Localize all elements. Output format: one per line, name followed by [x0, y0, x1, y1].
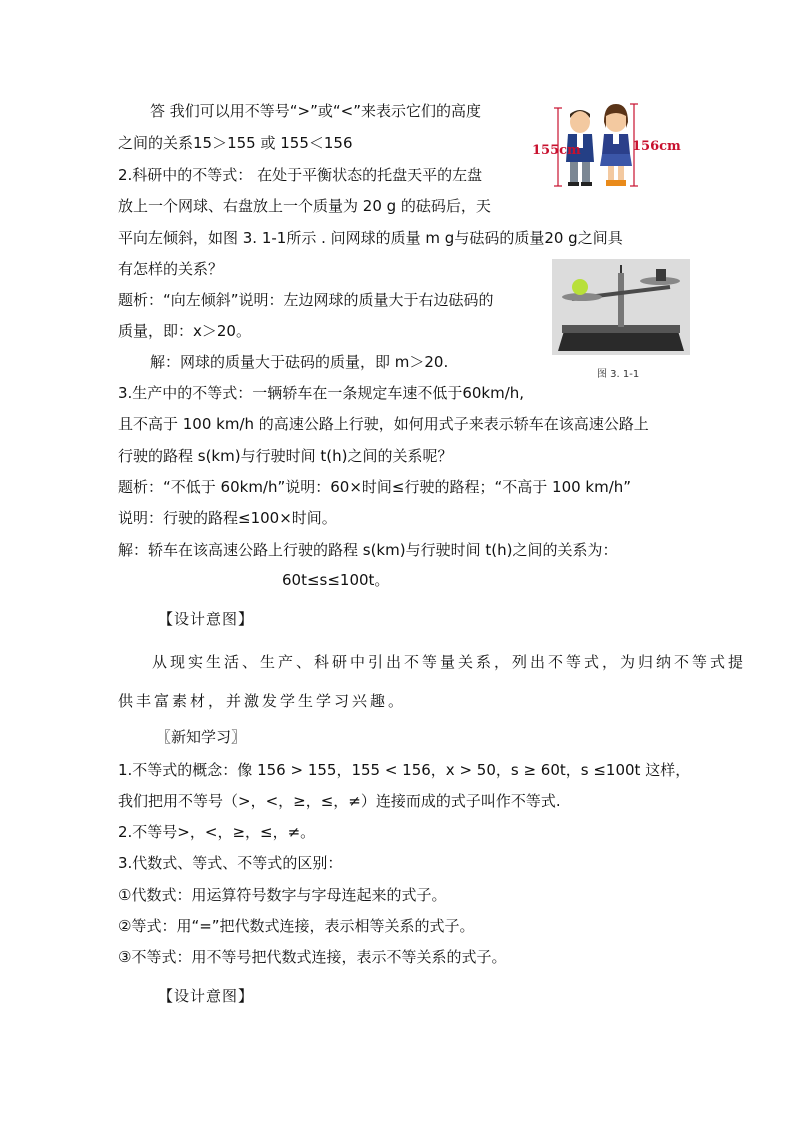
section-heading: 【设计意图】	[158, 987, 255, 1005]
text-line: 说明：行驶的路程≤100×时间。	[118, 509, 337, 527]
text-line: 答 我们可以用不等号“>”或“<”来表示它们的高度	[150, 102, 481, 120]
text-line: 平向左倾斜，如图 3. 1-1所示 . 问网球的质量 m g与砝码的质量20 g之间具	[118, 229, 623, 247]
text-line: 供丰富素材，并激发学生学习兴趣。	[118, 692, 407, 710]
children-illustration	[530, 100, 690, 192]
text-line: 1.不等式的概念：像 156 > 155，155 < 156，x > 50，s ≥ 60t，s ≤100t 这样，	[118, 761, 691, 779]
weight-icon	[656, 269, 666, 281]
children-height-figure	[530, 100, 690, 192]
balance-scale-illustration	[552, 259, 690, 355]
text-line: 有怎样的关系？	[118, 260, 224, 278]
tennis-ball-icon	[572, 279, 588, 295]
text-line: 行驶的路程 s(km)与行驶时间 t(h)之间的关系呢？	[118, 447, 453, 465]
text-line: ③不等式：用不等号把代数式连接，表示不等关系的式子。	[118, 948, 507, 966]
text-line: 题析：“不低于 60km/h”说明：60×时间≤行驶的路程；“不高于 100 km/h”	[118, 478, 632, 496]
girl-icon	[600, 104, 632, 186]
height-label-boy: 155cm	[532, 143, 581, 158]
text-line: ①代数式：用运算符号数字与字母连起来的式子。	[118, 886, 447, 904]
text-line: 解：轿车在该高速公路上行驶的路程 s(km)与行驶时间 t(h)之间的关系为：	[118, 541, 618, 559]
figure-caption: 图 3. 1-1	[597, 369, 640, 380]
formula-line: 60t≤s≤100t。	[282, 571, 390, 589]
text-line: 质量，即：x＞20。	[118, 322, 251, 340]
section-heading: 【设计意图】	[158, 610, 255, 628]
text-line: 3.生产中的不等式：一辆轿车在一条规定车速不低于60km/h,	[118, 384, 525, 402]
text-line: 2.科研中的不等式： 在处于平衡状态的托盘天平的左盘	[118, 166, 483, 184]
text-line: 2.不等号>，<，≥，≤，≠。	[118, 823, 316, 841]
height-label-girl: 156cm	[632, 139, 681, 154]
text-line: 放上一个网球、右盘放上一个质量为 20 g 的砝码后，天	[118, 197, 491, 215]
text-line: 题析：“向左倾斜”说明：左边网球的质量大于右边砝码的	[118, 291, 494, 309]
section-heading: 〖新知学习〗	[156, 728, 247, 746]
text-line: 且不高于 100 km/h 的高速公路上行驶，如何用式子来表示轿车在该高速公路上	[118, 415, 649, 433]
balance-scale-photo	[552, 259, 690, 355]
text-line: 从现实生活、生产、科研中引出不等量关系，列出不等式，为归纳不等式提	[152, 653, 747, 671]
text-line: ②等式：用“=”把代数式连接，表示相等关系的式子。	[118, 917, 475, 935]
text-line: 我们把用不等号（>，<，≥，≤，≠）连接而成的式子叫作不等式.	[118, 792, 561, 810]
text-line: 3.代数式、等式、不等式的区别：	[118, 854, 343, 872]
text-line: 解：网球的质量大于砝码的质量，即 m＞20.	[150, 353, 449, 371]
text-line: 之间的关系15＞155 或 155＜156	[118, 134, 353, 152]
